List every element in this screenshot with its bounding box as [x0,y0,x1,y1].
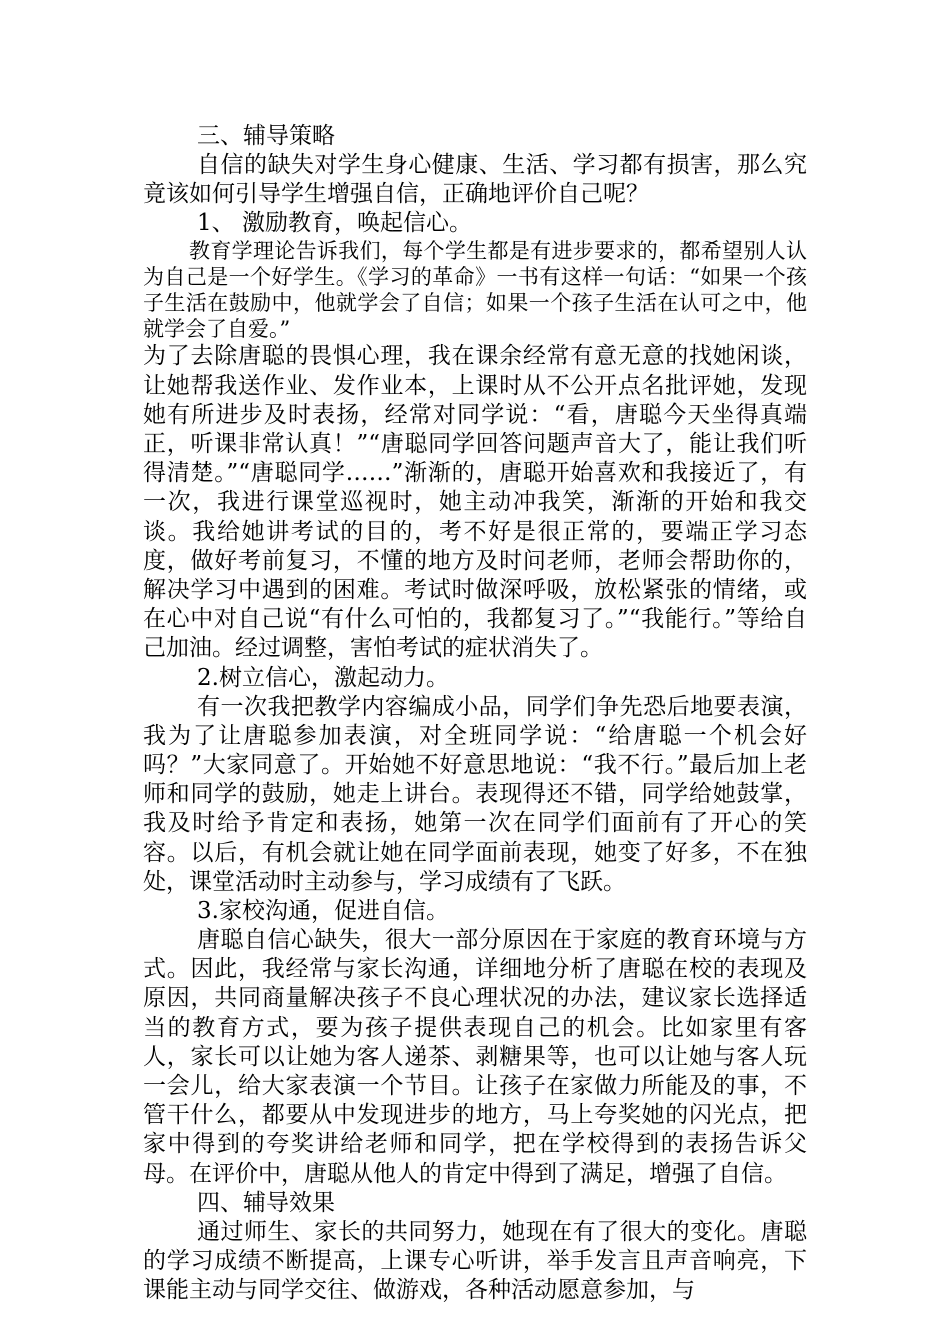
section-heading-three: 三、辅导策略 [197,123,335,149]
paragraph-performance: 有一次我把教学内容编成小品，同学们争先恐后地要表演，我为了让唐聪参加表演，对全班同学说：“给唐聪一个机会好吗？”大家同意了。开始她不好意思地说：“我不行。”最后加上老师和同学的鼓励，她走上讲台。表现得还不错，同学给她鼓掌，我及时给予肯定和表扬，她第一次在同学们面前有了开心的笑容。以后，有机会就让她在同学面前表现，她变了好多，不在独处，课堂活动时主动参与，学习成绩有了飞跃。 [143,693,807,895]
paragraph-home-school: 唐聪自信心缺失，很大一部分原因在于家庭的教育环境与方式。因此，我经常与家长沟通，详细地分析了唐聪在校的表现及原因，共同商量解决孩子不良心理状况的办法，建议家长选择适当的教育方式，要为孩子提供表现自己的机会。比如家里有客人，家长可以让她为客人递茶、剥糖果等，也可以让她与客人玩一会儿，给大家表演一个节目。让孩子在家做力所能及的事，不管干什么，都要从中发现进步的地方，马上夸奖她的闪光点，把家中得到的夸奖讲给老师和同学，把在学校得到的表扬告诉父母。在评价中，唐聪从他人的肯定中得到了满足，增强了自信。 [143,927,807,1187]
document-body [143,122,807,1306]
subheading-two: 2.树立信心，激起动力。 [197,664,449,691]
subheading-one: 1、 激励教育，唤起信心。 [197,210,472,237]
paragraph-results: 通过师生、家长的共同努力，她现在有了很大的变化。唐聪的学习成绩不断提高，上课专心听讲，举手发言且声音响亮，下课能主动与同学交往、做游戏，各种活动愿意参加，与 [143,1218,807,1304]
section-heading-four: 四、辅导效果 [197,1189,335,1216]
paragraph-intro: 自信的缺失对学生身心健康、生活、学习都有损害，那么究竟该如何引导学生增强自信，正确地评价自己呢？ [143,152,807,208]
paragraph-encouragement: 为了去除唐聪的畏惧心理，我在课余经常有意无意的找她闲谈，让她帮我送作业、发作业本，上课时从不公开点名批评她，发现她有所进步及时表扬，经常对同学说：“看，唐聪今天坐得真端正，听课非常认真！”“唐聪同学回答问题声音大了，能让我们听得清楚。”“唐聪同学……”渐渐的，唐聪开始喜欢和我接近了，有一次，我进行课堂巡视时，她主动冲我笑，渐渐的开始和我交谈。我给她讲考试的目的，考不好是很正常的，要端正学习态度，做好考前复习，不懂的地方及时问老师，老师会帮助你的，解决学习中遇到的困难。考试时做深呼吸，放松紧张的情绪，或在心中对自己说“有什么可怕的，我都复习了。”“我能行。”等给自己加油。经过调整，害怕考试的症状消失了。 [143,343,807,662]
paragraph-theory: 教育学理论告诉我们，每个学生都是有进步要求的，都希望别人认为自己是一个好学生。《学习的革命》一书有这样一句话：“如果一个孩子生活在鼓励中，他就学会了自信；如果一个孩子生活在认可之中，他就学会了自爱。” [143,239,807,342]
subheading-three: 3.家校沟通，促进自信。 [197,898,449,925]
